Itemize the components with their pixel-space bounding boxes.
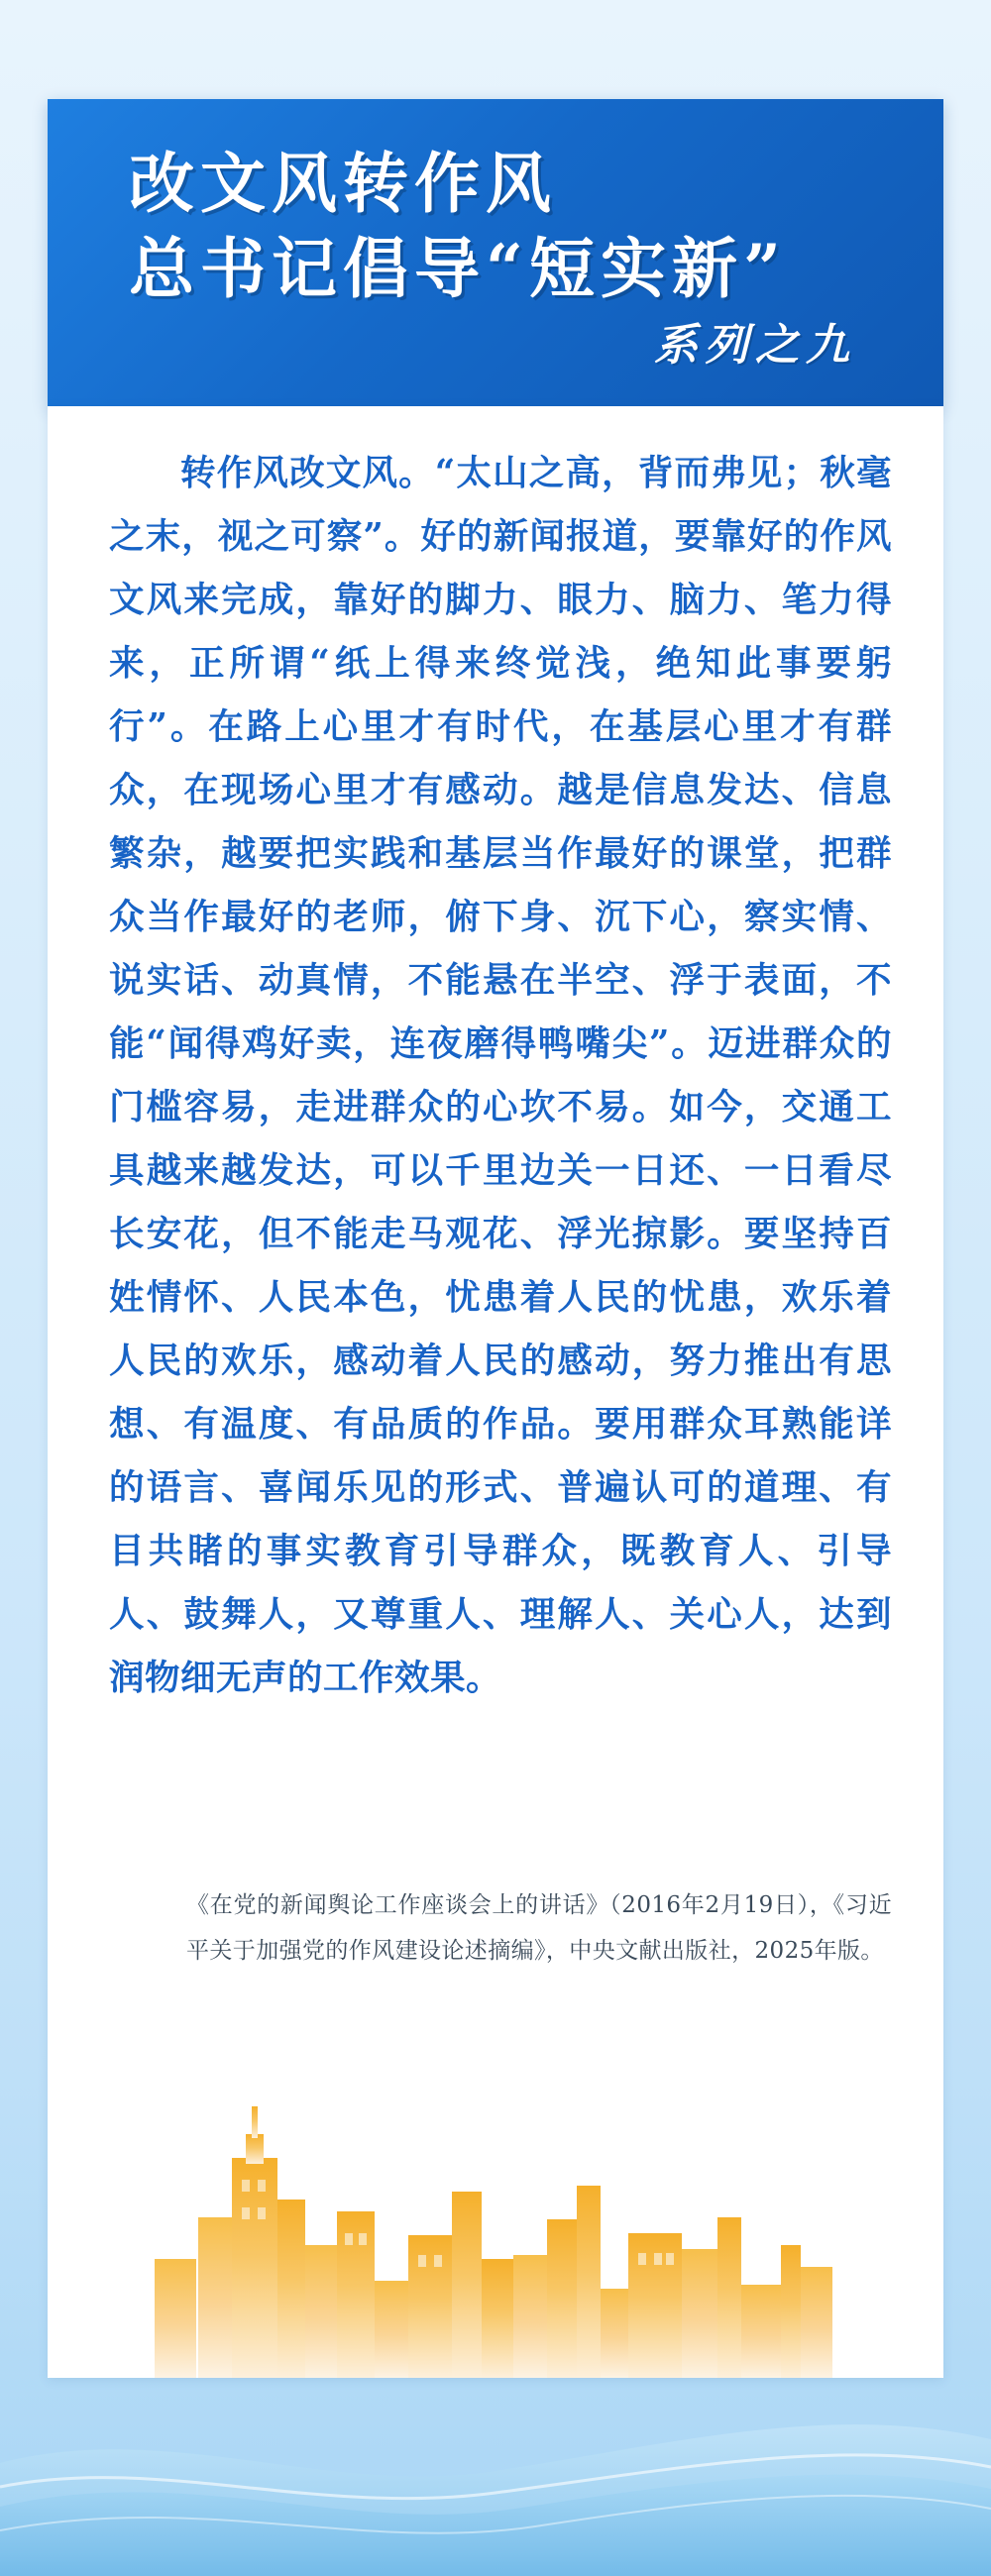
poster-title-line-2: 总书记倡导“短实新” xyxy=(129,230,787,307)
city-skyline-illustration xyxy=(48,2051,943,2378)
content-card xyxy=(48,406,943,2378)
header-banner xyxy=(48,99,943,406)
bottom-wave-illustration xyxy=(0,2368,991,2576)
source-citation: 《在党的新闻舆论工作座谈会上的讲话》（2016年2月19日），《习近平关于加强党的作风建设论述摘编》，中央文献出版社，2025年版。 xyxy=(186,1892,892,1964)
poster-title-line-1: 改文风转作风 xyxy=(129,145,557,222)
quote-body-text: 转作风改文风。“太山之高，背而弗见；秋毫之末，视之可察”。好的新闻报道，要靠好的作风文风来完成，靠好的脚力、眼力、脑力、笔力得来，正所谓“纸上得来终觉浅，绝知此事要躬行”。在路上心里才有时代，在基层心里才有群众，在现场心里才有感动。越是信息发达、信息繁杂，越要把实践和基层当作最好的课堂，把群众当作最好的老师，俯下身、沉下心，察实情、说实话、动真情，不能悬在半空、浮于表面，不能“闻得鸡好卖，连夜磨得鸭嘴尖”。迈进群众的门槛容易，走进群众的心坎不易。如今，交通工具越来越发达，可以千里边关一日还、一日看尽长安花，但不能走马观花、浮光掠影。要坚持百姓情怀、人民本色，忧患着人民的忧患，欢乐着人民的欢乐，感动着人民的感动，努力推出有思想、有温度、有品质的作品。要用群众耳熟能详的语言、喜闻乐见的形式、普遍认可的道理、有目共睹的事实教育引导群众，既教育人、引导人、鼓舞人，又尊重人、理解人、关心人，达到润物细无声的工作效果。 xyxy=(109,453,892,1698)
series-label: 系列之九 xyxy=(654,320,856,371)
header-inner xyxy=(48,99,943,406)
